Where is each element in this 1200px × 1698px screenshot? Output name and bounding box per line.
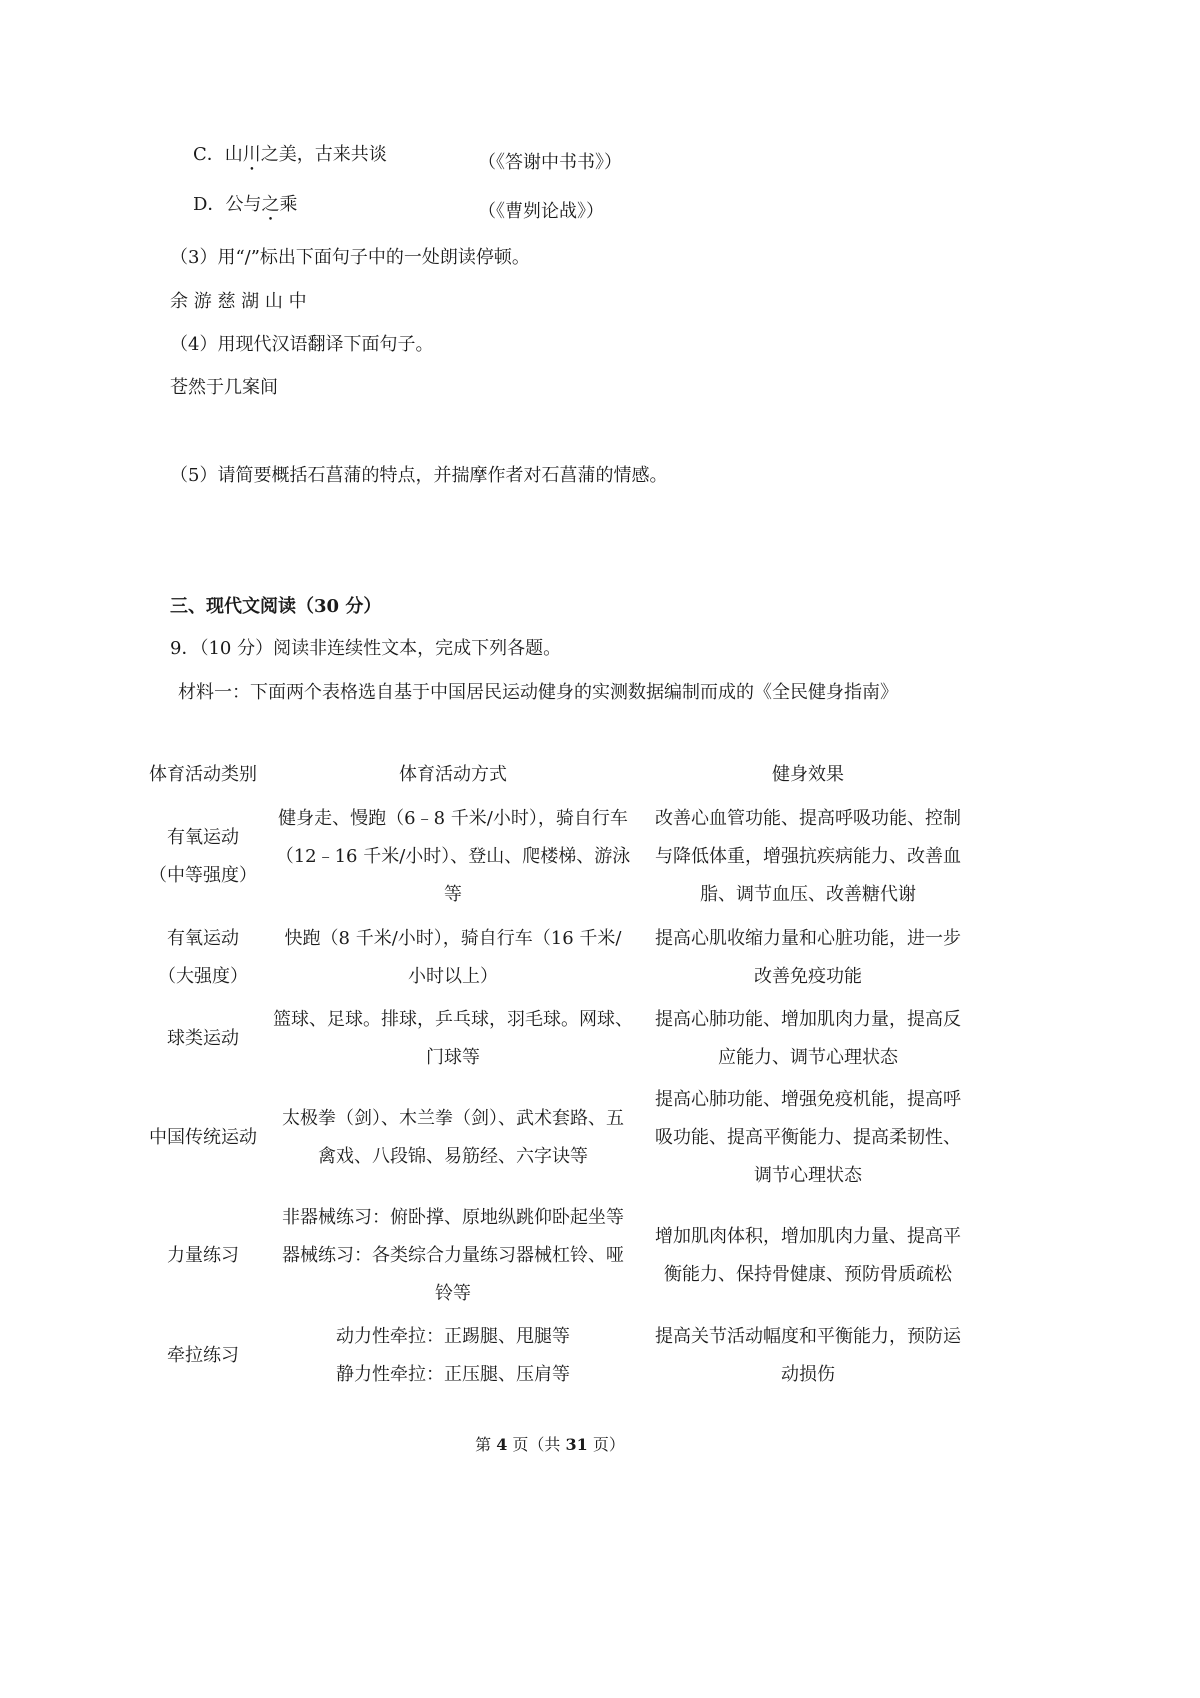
- option-c-dotted-char: 川: [242, 144, 261, 165]
- page-total: 31: [565, 1435, 588, 1454]
- table-header-method: 体育活动方式: [399, 764, 507, 785]
- table-row-4-category: 中国传统运动: [149, 1127, 257, 1148]
- question-3-sentence: 余 游 慈 湖 山 中: [170, 291, 307, 312]
- option-d-source: （《曹刿论战》）: [478, 201, 604, 222]
- option-c: [193, 140, 387, 175]
- question-4-sentence: 苍然于几案间: [170, 377, 278, 398]
- table-row-3-method: 篮球、足球。排球，乒乓球，羽毛球。网球、 门球等: [273, 1009, 633, 1068]
- question-3-prompt: （3）用“/”标出下面句子中的一处朗读停顿。: [170, 247, 530, 268]
- option-c-source: （《答谢中书书》）: [478, 152, 622, 173]
- question-4-prompt: （4）用现代汉语翻译下面句子。: [170, 334, 434, 355]
- table-row-6-effect: 提高关节活动幅度和平衡能力，预防运 动损伤: [655, 1326, 961, 1385]
- option-d: [193, 190, 297, 225]
- table-row-5-effect: 增加肌肉体积，增加肌肉力量、提高平 衡能力、保持骨健康、预防骨质疏松: [655, 1226, 961, 1285]
- table-row-4-method: 太极拳（剑）、木兰拳（剑）、武术套路、五 禽戏、八段锦、易筋经、六字诀等: [282, 1108, 624, 1167]
- option-d-dotted-char: 之: [261, 194, 280, 215]
- table-row-5-method: 非器械练习：俯卧撑、原地纵跳仰卧起坐等 器械练习：各类综合力量练习器械杠铃、哑 铃等: [282, 1207, 624, 1304]
- question-5-prompt: （5）请简要概括石菖蒲的特点，并揣摩作者对石菖蒲的情感。: [170, 465, 668, 486]
- table-row-6-category: 牵拉练习: [167, 1345, 239, 1366]
- page-number: 4: [496, 1435, 508, 1454]
- table-row-3-category: 球类运动: [167, 1028, 239, 1049]
- table-row-2-effect: 提高心肌收缩力量和心脏功能，进一步 改善免疫功能: [655, 928, 961, 987]
- option-d-label: D．: [193, 194, 226, 215]
- table-row-1-effect: 改善心血管功能、提高呼吸功能、控制 与降低体重，增强抗疾病能力、改善血 脂、调节血压、改善糖代谢: [655, 808, 961, 905]
- section-3-title: 三、现代文阅读（30 分）: [170, 596, 382, 617]
- table-row-4-effect: 提高心肺功能、增强免疫机能，提高呼 吸功能、提高平衡能力、提高柔韧性、 调节心理状态: [655, 1089, 961, 1186]
- table-row-2-category: 有氧运动 （大强度）: [158, 928, 248, 987]
- question-9-prompt: 9．（10 分）阅读非连续性文本，完成下列各题。: [170, 638, 562, 659]
- table-header-effect: 健身效果: [772, 764, 844, 785]
- option-d-text-pre: 公与: [225, 194, 262, 215]
- page-footer: 第 4 页（共 31 页）: [475, 1435, 625, 1454]
- table-row-1-category: 有氧运动 （中等强度）: [149, 827, 257, 886]
- table-row-6-method: 动力性牵拉：正踢腿、甩腿等 静力性牵拉：正压腿、压肩等: [336, 1326, 570, 1385]
- table-row-1-method: 健身走、慢跑（6﹣8 千米/小时），骑自行车 （12﹣16 千米/小时）、登山、爬楼梯、游泳 等: [275, 808, 631, 905]
- table-row-3-effect: 提高心肺功能、增加肌肉力量，提高反 应能力、调节心理状态: [655, 1009, 961, 1068]
- option-c-text-pre: 山: [224, 144, 243, 165]
- table-header-category: 体育活动类别: [149, 764, 257, 785]
- option-c-text-post: 之美，古来共谈: [260, 144, 387, 165]
- table-row-5-category: 力量练习: [167, 1245, 239, 1266]
- option-c-label: C．: [193, 144, 225, 165]
- material-one-intro: 材料一：下面两个表格选自基于中国居民运动健身的实测数据编制而成的《全民健身指南》: [178, 682, 898, 703]
- table-row-2-method: 快跑（8 千米/小时），骑自行车（16 千米/ 小时以上）: [284, 928, 622, 987]
- option-d-text-post: 乘: [279, 194, 298, 215]
